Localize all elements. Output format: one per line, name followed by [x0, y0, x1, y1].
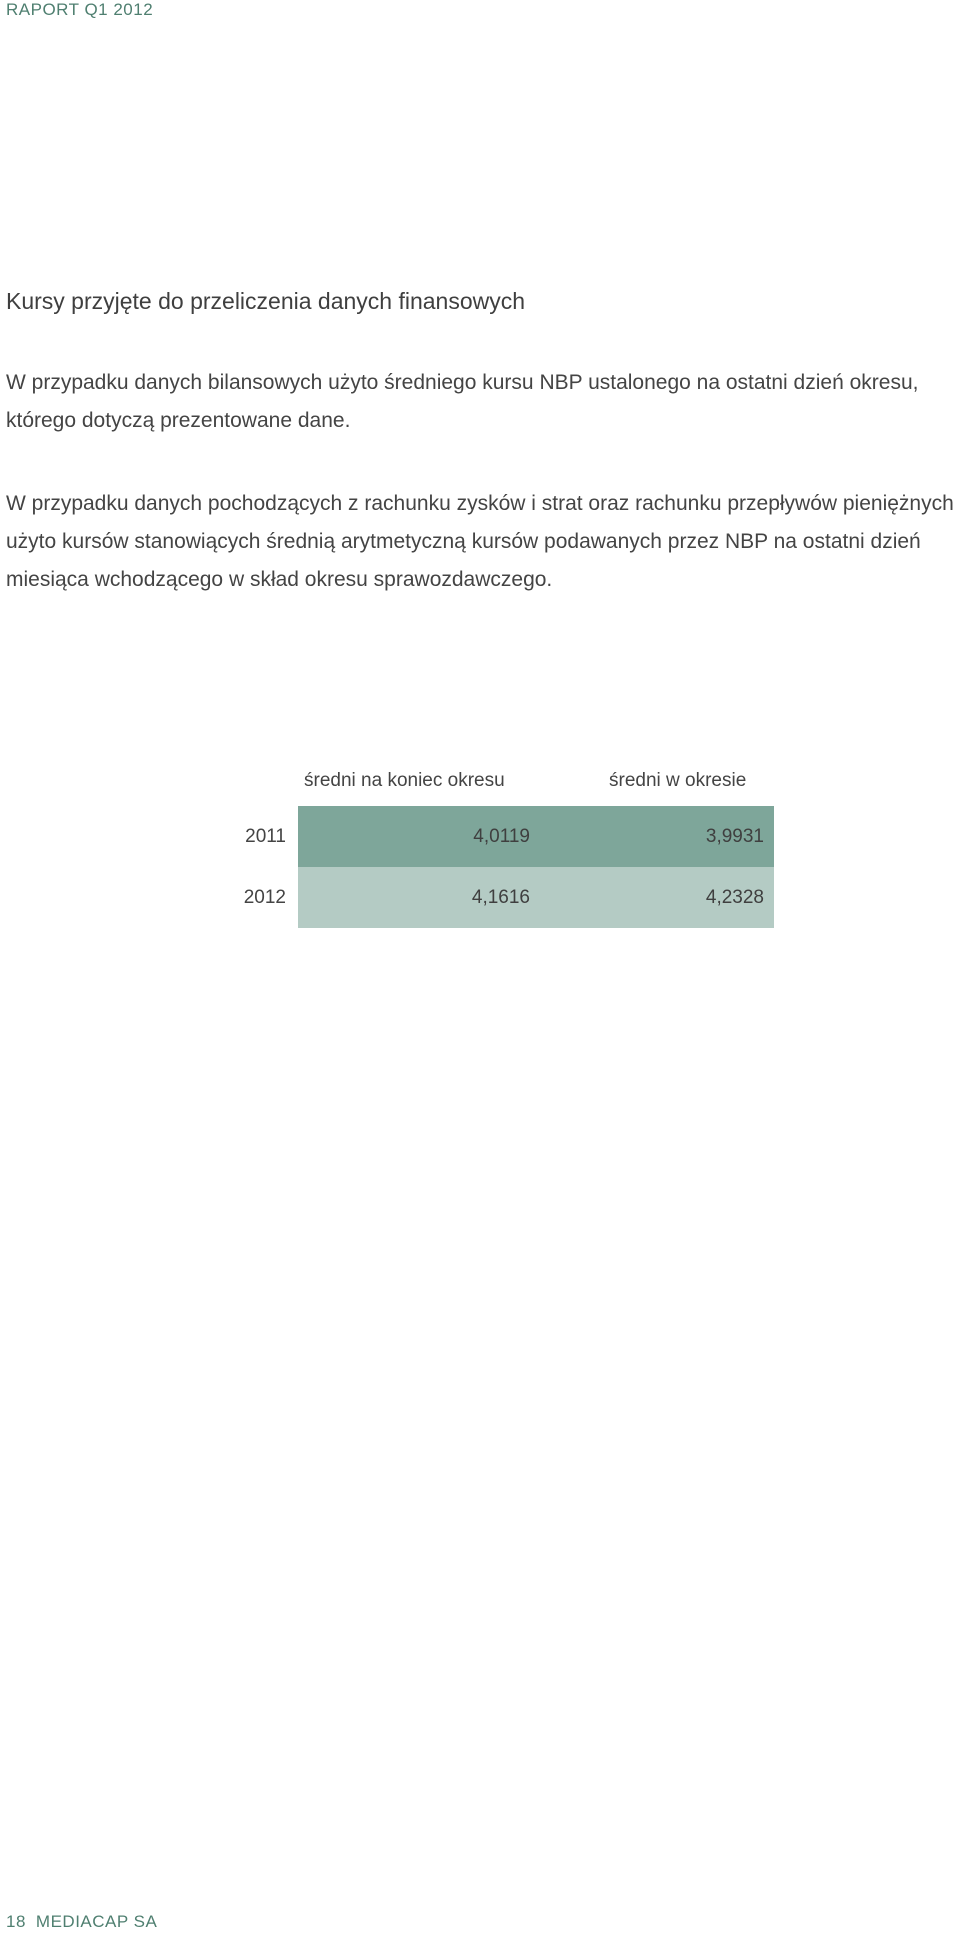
page-footer [6, 1912, 167, 1936]
section-title: Kursy przyjęte do przeliczenia danych finansowych [6, 288, 526, 314]
paragraph-balance-sheet: W przypadku danych bilansowych użyto średniego kursu NBP ustalonego na ostatni dzień okresu, którego dotyczą prezentowane dane. [6, 371, 919, 432]
table-row [230, 867, 774, 928]
row-year: 2012 [243, 887, 286, 908]
report-header: RAPORT Q1 2012 [6, 0, 154, 19]
company-name: MEDIACAP SA [35, 1912, 158, 1931]
cell-average: 4,2328 [705, 887, 764, 908]
cell-end-of-period: 4,0119 [473, 826, 530, 847]
page-number: 18 [6, 1912, 26, 1931]
row-cells [298, 806, 774, 867]
exchange-rate-table [230, 806, 774, 928]
table-row [230, 806, 774, 867]
row-year: 2011 [245, 826, 286, 847]
column-header-end-of-period: średni na koniec okresu [304, 770, 505, 791]
paragraph-income-cashflow: W przypadku danych pochodzących z rachunku zysków i strat oraz rachunku przepływów pieniężnych użyto kursów stanowiących średnią arytmetyczną kursów podawanych przez NBP na ostatni dzień miesiąca wchodzącego w skład okresu sprawozdawczego. [6, 492, 954, 591]
cell-average: 3,9931 [705, 826, 764, 847]
column-header-average: średni w okresie [609, 770, 747, 791]
row-cells [298, 867, 774, 928]
cell-end-of-period: 4,1616 [471, 887, 530, 908]
